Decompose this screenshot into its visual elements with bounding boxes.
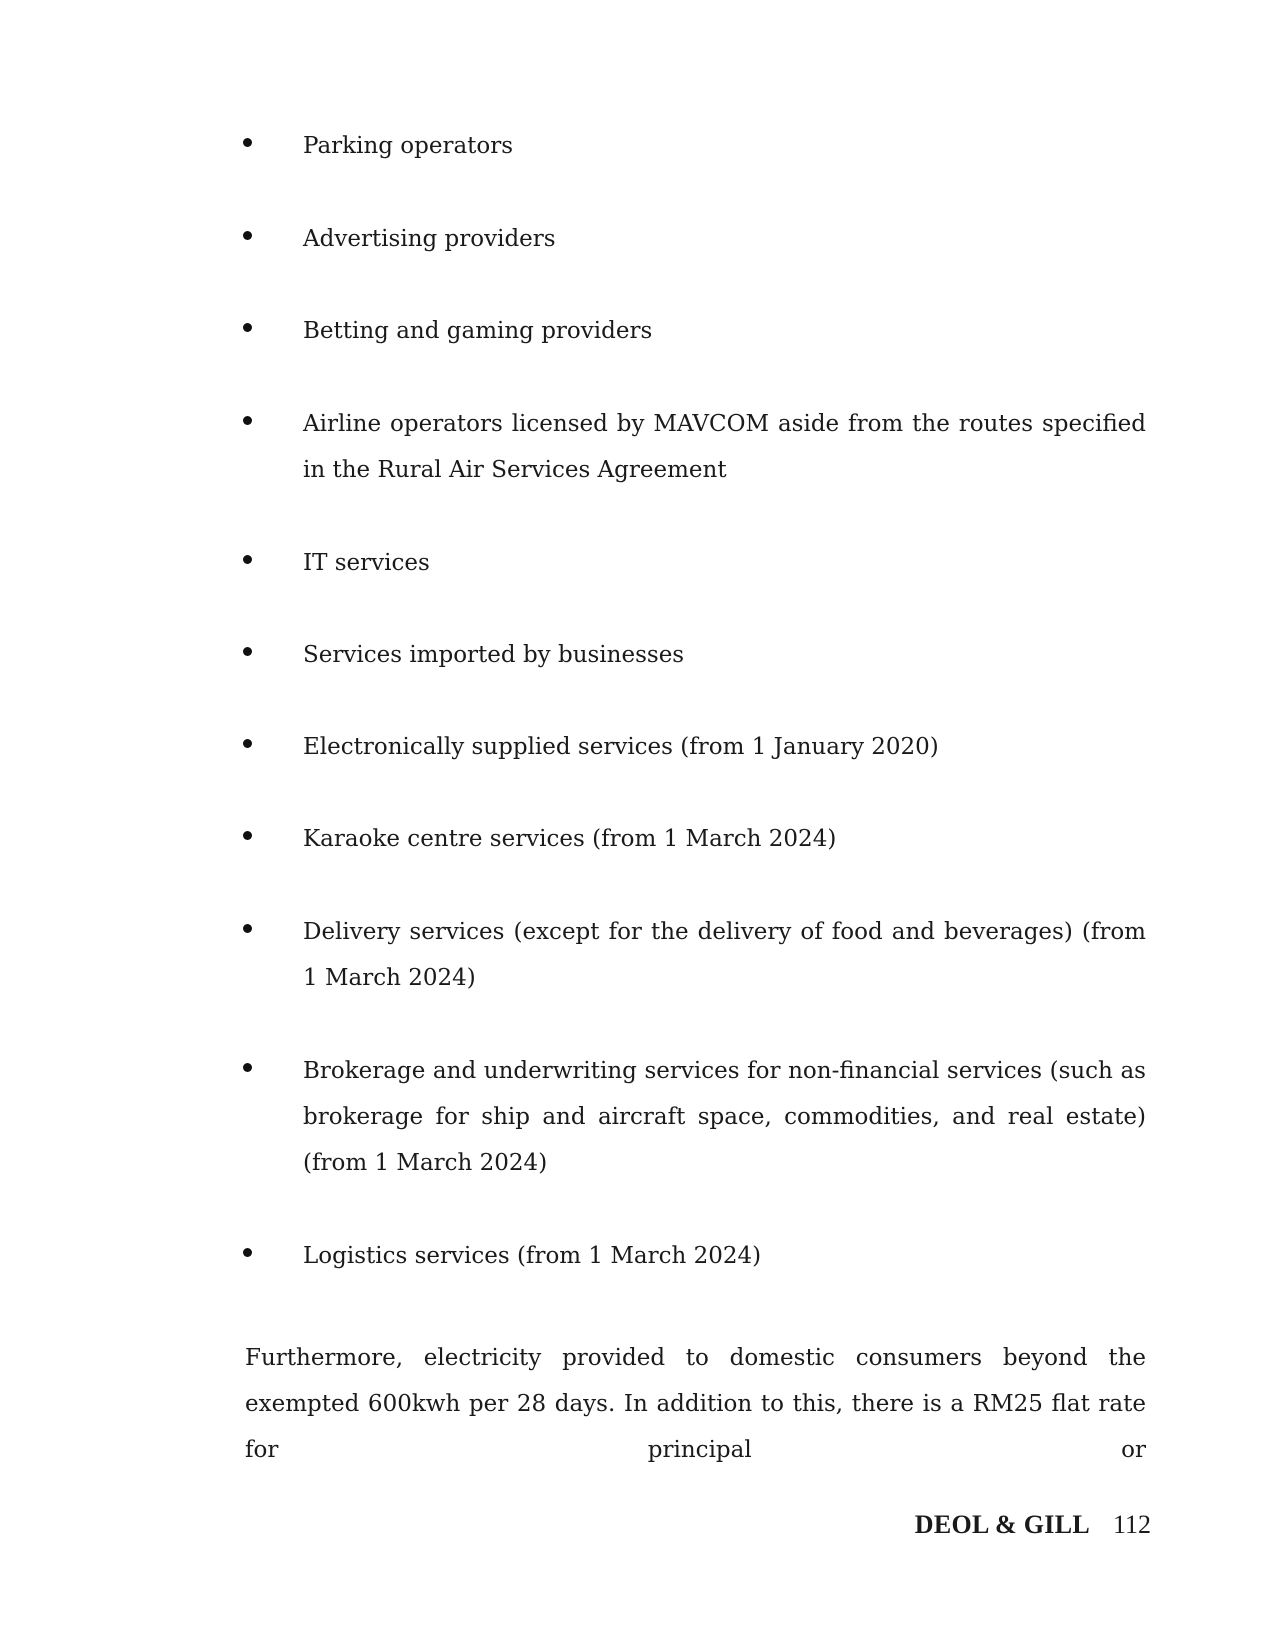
bullet-icon	[243, 924, 252, 933]
list-item-text: IT services	[303, 550, 430, 576]
bullet-icon	[243, 831, 252, 840]
bullet-icon	[243, 739, 252, 748]
bullet-icon	[243, 323, 252, 332]
list-item-text: Parking operators	[303, 133, 514, 159]
list-item-text: Logistics services (from 1 March 2024)	[303, 1243, 762, 1269]
bullet-icon	[243, 231, 252, 240]
list-item-text: Advertising providers	[303, 226, 556, 252]
body-paragraph: Furthermore, electricity provided to domestic consumers beyond the exempted 600kwh per 28 days. In addition to this, there is a RM25 flat rate for principal or	[245, 1345, 1146, 1463]
list-item-text: Karaoke centre services (from 1 March 2024)	[303, 826, 837, 852]
list-item-text: Delivery services (except for the delivery of food and beverages) (from 1 March 2024)	[303, 919, 1146, 991]
bullet-icon	[243, 416, 252, 425]
bullet-icon	[243, 647, 252, 656]
list-item-text: Services imported by businesses	[303, 642, 685, 668]
list-item-text: Betting and gaming providers	[303, 318, 653, 344]
bullet-icon	[243, 1063, 252, 1072]
list-item-text: Electronically supplied services (from 1 January 2020)	[303, 734, 939, 760]
list-item-text: Airline operators licensed by MAVCOM aside from the routes specified in the Rural Air Services Agreement	[303, 411, 1146, 483]
page-footer	[0, 1510, 1275, 1550]
page-number: 112	[1113, 1510, 1152, 1539]
bullet-icon	[243, 1248, 252, 1257]
bullet-icon	[243, 555, 252, 564]
list-item-text: Brokerage and underwriting services for non-financial services (such as brokerage for ship and aircraft space, commodities, and real estate) (from 1 March 2024)	[303, 1058, 1146, 1176]
footer-author: DEOL & GILL	[914, 1510, 1090, 1539]
bullet-icon	[243, 138, 252, 147]
